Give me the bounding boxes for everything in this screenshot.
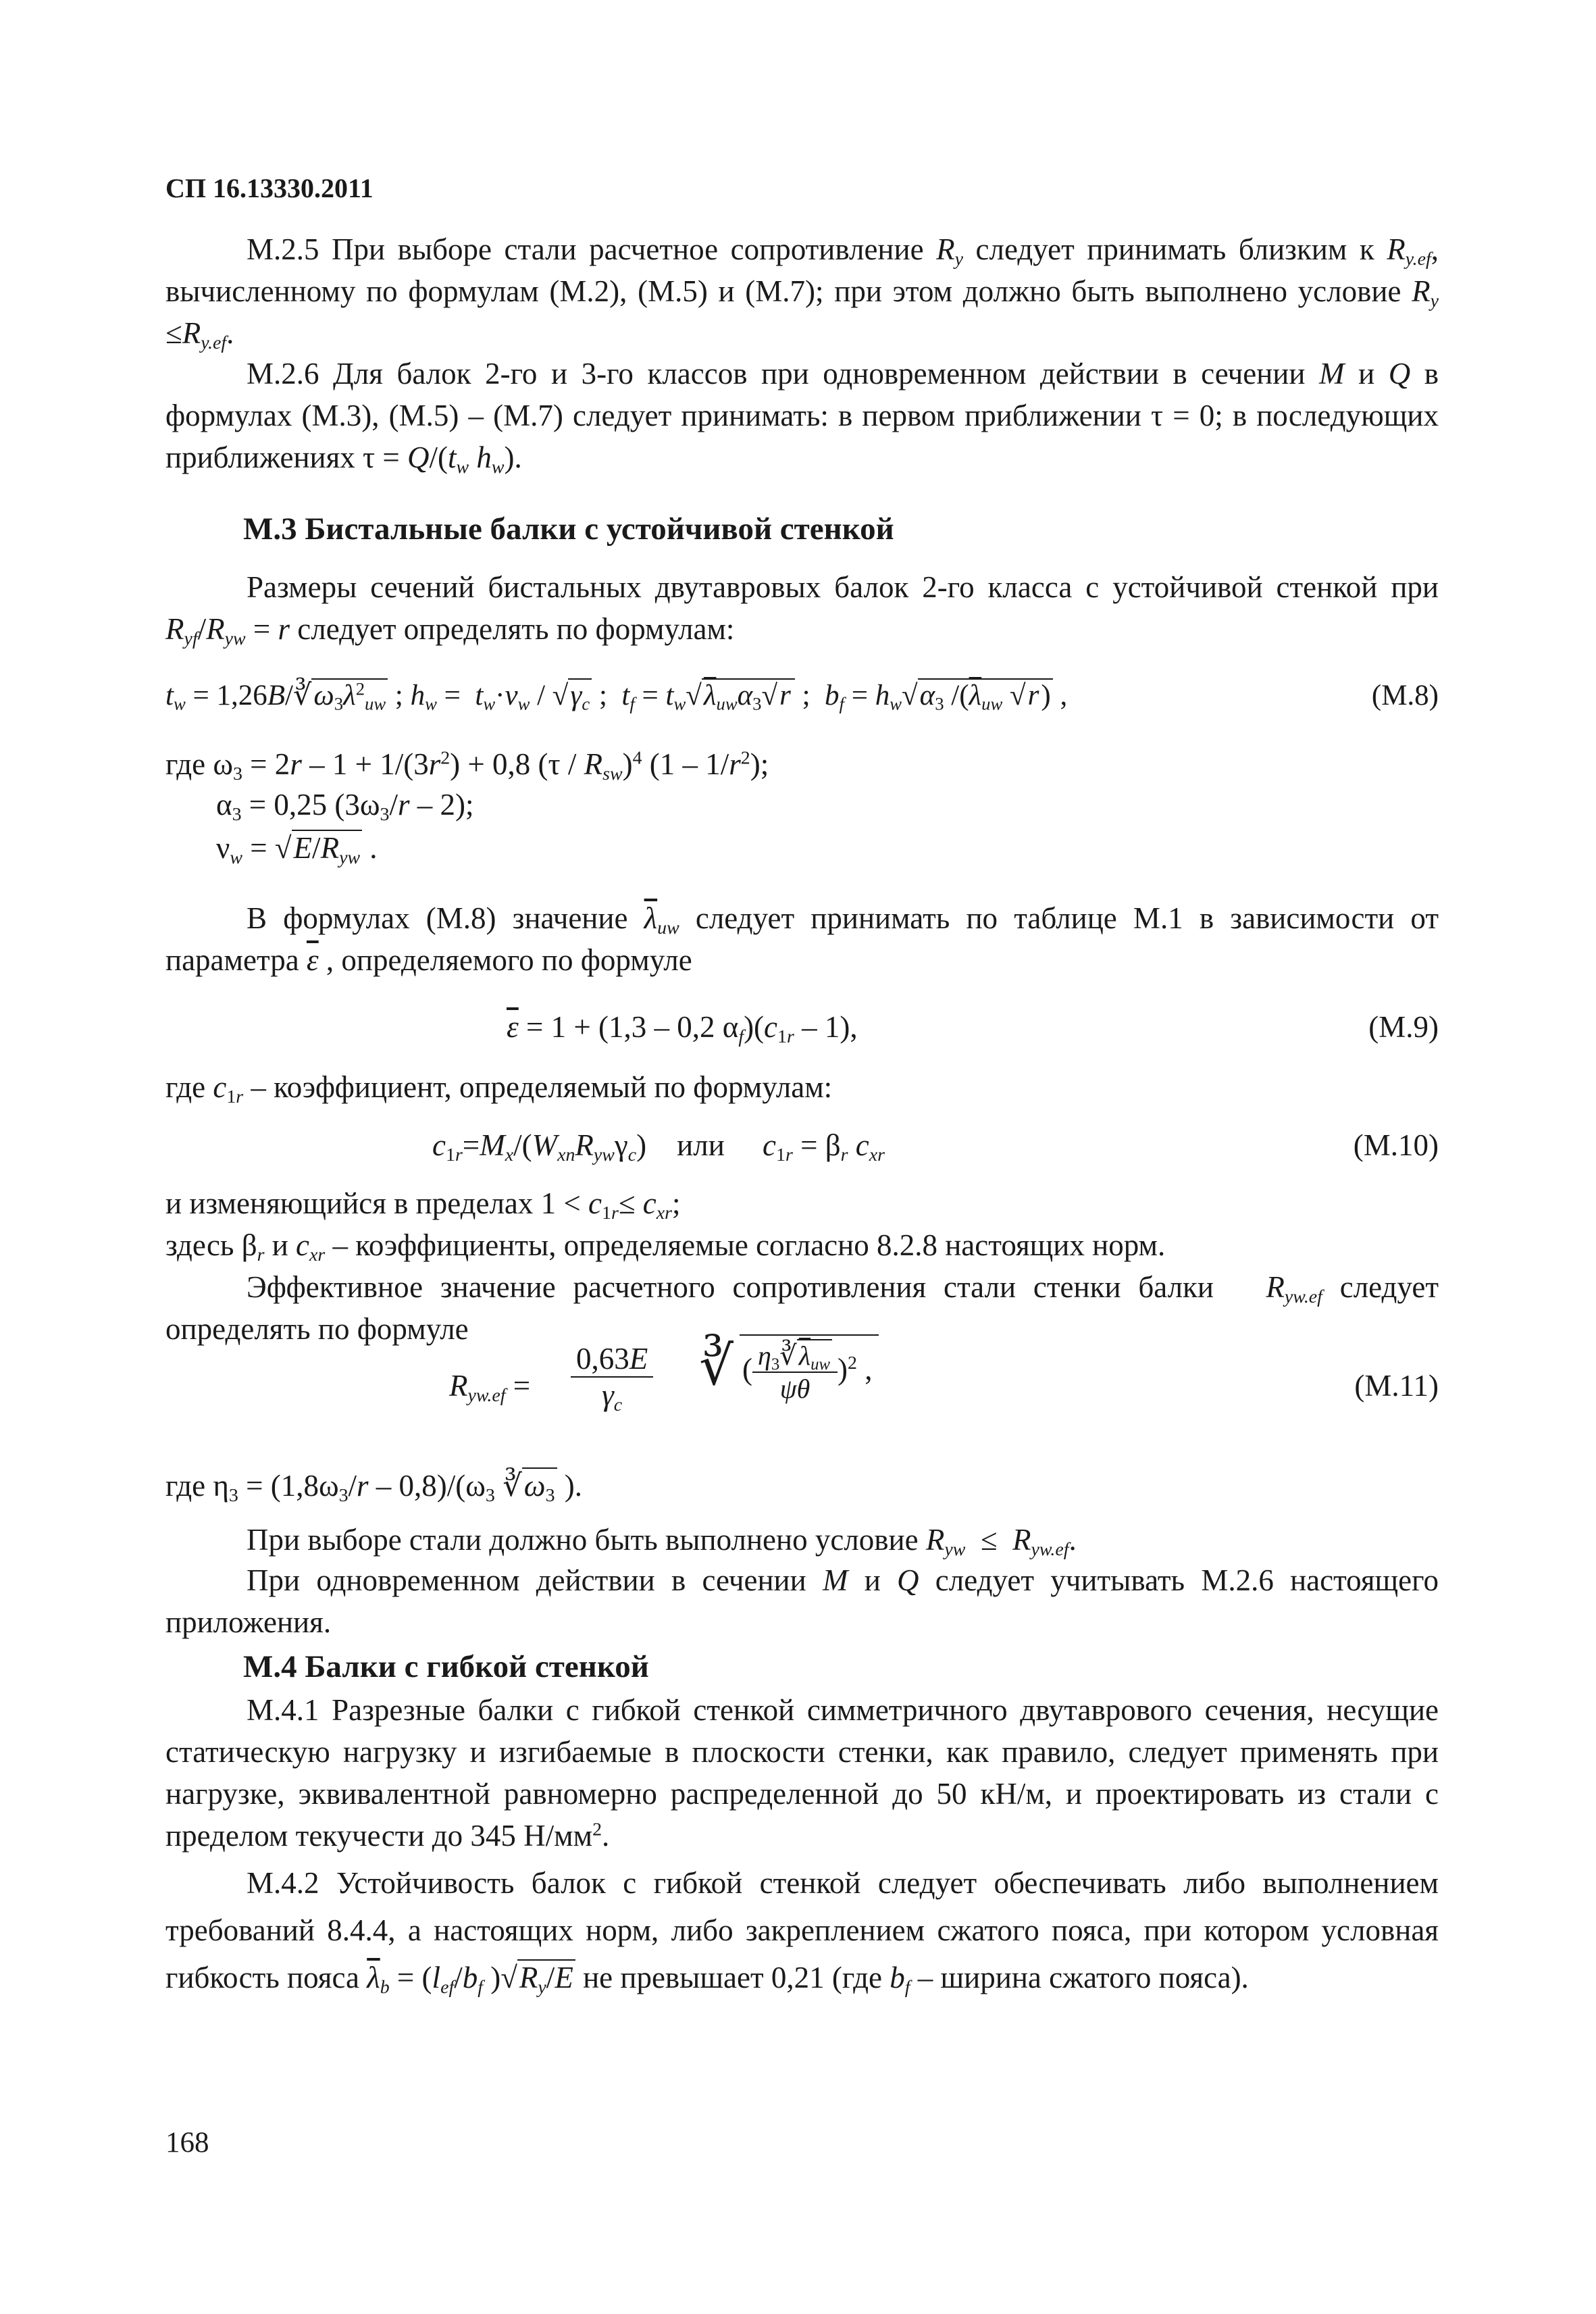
paragraph-condition: При выборе стали должно быть выполнено условие $R_{yw} \le R_{yw.ef}$. xyxy=(247,1523,1077,1560)
paragraph-m3-intro: Размеры сечений бистальных двутавровых балок 2-го класса с устойчивой стенкой при $R_{yf}/R_{yw} = r$ следует определять по формулам: xyxy=(165,570,1439,649)
paragraph-eta-def: где $\eta_3 = (1,8\omega_3/r - 0,8)/(\omega_3$ $∛\omega_3$ ). xyxy=(165,1469,583,1506)
paragraph-simultaneous: При одновременном действии в сечении M и Q следует учитывать М.2.6 настоящего приложения. xyxy=(165,1563,1439,1639)
formula-m8: $t_w$ = $1,26B/∛\omega_3\lambda^2_{uw}$ ; $h_w = t_w\cdot\nu_w / √\gamma_c$ ; $t_f = t_w√\lambda_{uw}\alpha_3√r$ ; $b_f = h_w√\alpha_3$ $/(\overline{\lambda}_{uw}$ √r) , (М.8) xyxy=(165,672,1439,720)
section-heading-m3: М.3 Бистальные балки с устойчивой стенкой xyxy=(243,511,894,547)
paragraph-m8-note: В формулах (М.8) значение $\overline{\lambda}_{uw}$ следует принимать по таблице М.1 в зависимости от параметра $\overline{\varepsilon}$ , определяемого по формуле xyxy=(165,901,1439,977)
formula-m10: $c_{1r}=M_x/(W_{xn}R_{yw}\gamma_c)$ или $c_{1r} = \beta_r$ $c_{xr}$ (М.10) xyxy=(165,1122,1439,1169)
formula-nuw: $\nu_w = √E/R_{yw}$ . xyxy=(216,831,378,868)
paragraph-c1r-def: где $c_{1r}$ – коэффициент, определяемый по формулам: xyxy=(165,1070,833,1107)
formula-m10-label: (М.10) xyxy=(1353,1128,1439,1162)
paragraph-m42: М.4.2 Устойчивость балок с гибкой стенкой следует обеспечивать либо выполнением требований 8.4.4, а настоящих норм, либо закреплением сжатого пояса, при котором условная гибкость пояса $\overline{\lambda}_b = (l_{ef}/b_f$ )$√R_y/E$ не превышает 0,21 (где $b_f$ – ширина сжатого пояса). xyxy=(165,1866,1439,1998)
formula-omega3: где $\omega_3 = 2r - 1 + 1/(3r^2) + 0,8$ $(\tau / R_{sw})^4$ $(1 - 1/r^2)$; xyxy=(165,747,769,784)
formula-m11: $R_{yw.ef}$ = $\frac{0,63E}{\gamma_c}$ ∛ ( $\frac{\eta_3∛\overline{\lambda}_{uw}}{\psi\theta}$ )$^2$ , (М.11) xyxy=(165,1334,1439,1449)
formula-m9-label: (М.9) xyxy=(1368,1010,1439,1044)
paragraph-c1r-range: и изменяющийся в пределах $1 < c_{1r}\le c_{xr}$; xyxy=(165,1186,681,1224)
formula-m8-label: (М.8) xyxy=(1371,680,1439,711)
formula-m11-label: (М.11) xyxy=(1354,1369,1439,1403)
document-code-header: СП 16.13330.2011 xyxy=(165,173,374,203)
page-number: 168 xyxy=(165,2127,209,2159)
paragraph-m25: М.2.5 При выборе стали расчетное сопротивление $R_y$ следует принимать близким к $R_{y.ef}$, вычисленному по формулам (М.2), (М.5) и (М.7); при этом должно быть выполнено условие $R_y \le R_{y.ef}$. xyxy=(165,232,1439,353)
paragraph-ryw-intro: Эффективное значение расчетного сопротивления стали стенки балки $R_{yw.ef}$ следует определять по формуле xyxy=(165,1270,1439,1346)
formula-m9: $\overline{\varepsilon} = 1 + (1,3 - 0,2$ $\alpha_f)(c_{1r} - 1)$, (М.9) xyxy=(165,1003,1439,1051)
paragraph-beta-def: здесь $\beta_r$ и $c_{xr}$ – коэффициенты, определяемые согласно 8.2.8 настоящих норм. xyxy=(165,1228,1166,1265)
paragraph-m41: М.4.1 Разрезные балки с гибкой стенкой симметричного двутаврового сечения, несущие статическую нагрузку и изгибаемые в плоскости стенки, как правило, следует применять при нагрузке, эквивалентной равномерно распределенной до 50 кН/м, и проектировать из стали с пределом текучести до 345 $Н/мм^2$. xyxy=(165,1693,1439,1853)
section-heading-m4: М.4 Балки с гибкой стенкой xyxy=(243,1649,649,1684)
paragraph-m26: М.2.6 Для балок 2-го и 3-го классов при одновременном действии в сечении M и Q в формулах (М.3), (М.5) – (М.7) следует принимать: в первом приближении τ = 0; в последующих приближениях $\tau = Q/(t_w$ $h_w$). xyxy=(165,357,1439,478)
formula-alpha3: $\alpha_3 = 0,25$ $(3\omega_3/r - 2)$; xyxy=(216,788,474,825)
